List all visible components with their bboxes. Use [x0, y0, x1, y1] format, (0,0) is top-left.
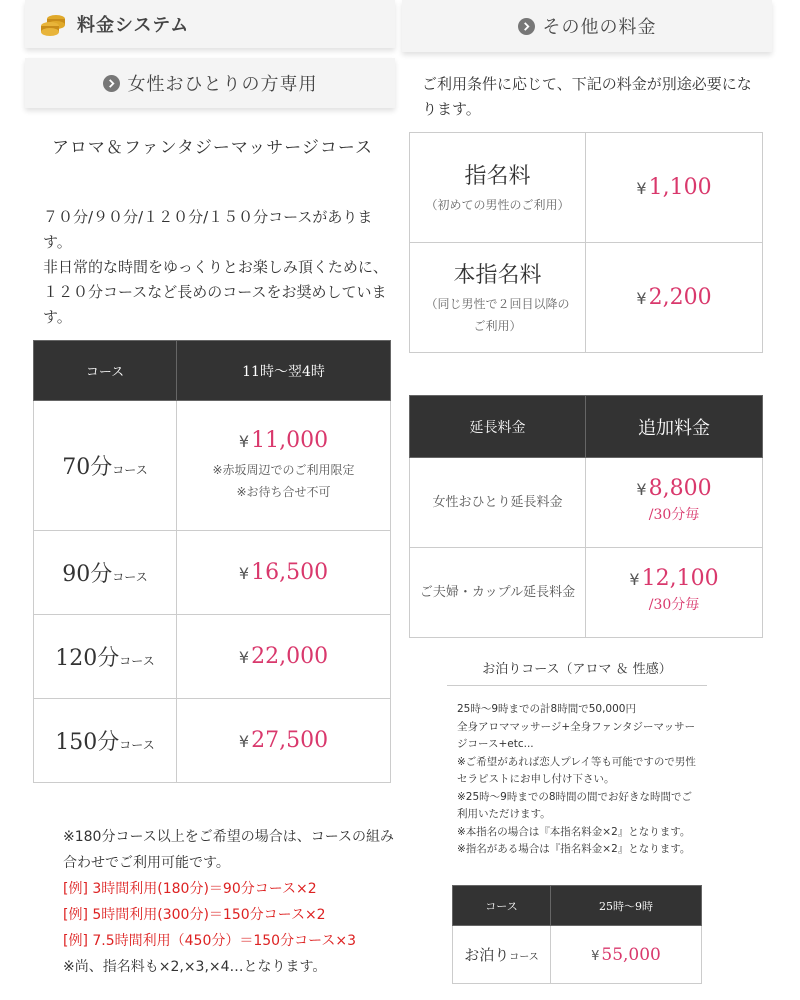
duration-unit: コース	[119, 738, 155, 752]
fee-label: 指名料	[464, 163, 531, 189]
col-header-hours: 11時〜翌4時	[177, 341, 391, 401]
overnight-course-price	[551, 926, 702, 984]
section-title: その他の料金	[542, 17, 657, 38]
duration-unit: コース	[112, 570, 148, 584]
duration-value: 120分	[55, 646, 120, 671]
overnight-line: 25時〜9時までの計8時間で50,000円	[457, 703, 636, 715]
overnight-course-label	[453, 926, 551, 984]
fee-price	[586, 133, 763, 243]
duration-value: 70分	[62, 455, 113, 480]
intro-text: ご利用条件に応じて、下記の料金が別途必要になります。	[422, 75, 752, 118]
extension-price	[586, 548, 763, 638]
overnight-price-table	[452, 885, 702, 984]
course-duration	[34, 531, 177, 615]
price-note: ※お待ち合せ不可	[236, 485, 331, 499]
col-header-extension: 延長料金	[410, 396, 586, 458]
course-title: アロマ＆ファンタジーマッサージコース	[51, 138, 374, 158]
price-value: 1,100	[648, 175, 712, 200]
currency-symbol: ¥	[238, 732, 250, 751]
overnight-line: ※25時〜9時までの8時間の間でお好きな時間でご利用いただけます。	[457, 790, 693, 820]
overnight-course	[447, 646, 707, 859]
footnote-example: [例] 3時間利用(180分)＝90分コース×2	[63, 881, 317, 897]
fee-price	[586, 243, 763, 353]
course-unit: コース	[509, 952, 539, 963]
currency-symbol: ¥	[636, 480, 647, 499]
extension-fee-table	[409, 395, 763, 638]
fee-note: （同じ男性で２回目以降のご利用）	[425, 296, 570, 333]
price-note: ※赤坂周辺でのご利用限定	[212, 463, 355, 477]
course-duration	[34, 615, 177, 699]
table-header-row	[34, 341, 391, 401]
overnight-line: ※本指名の場合は『本指名料金×2』となります。	[457, 825, 691, 838]
section-title: 女性おひとりの方専用	[127, 74, 318, 95]
fee-note: （初めての男性のご利用）	[425, 197, 570, 212]
overnight-title: お泊りコース（アロマ ＆ 性感）	[447, 646, 707, 686]
table-row	[410, 243, 763, 353]
table-row	[453, 926, 702, 984]
table-row	[34, 699, 391, 783]
extension-label: 女性おひとり延長料金	[410, 458, 586, 548]
course-price	[177, 401, 391, 531]
course-price-table	[33, 340, 391, 783]
table-header-row	[453, 886, 702, 926]
overnight-line: ※指名がある場合は『指名料金×2』となります。	[457, 843, 691, 855]
per-unit: /30分毎	[648, 597, 700, 613]
section-title-bar	[25, 58, 395, 108]
course-price	[177, 615, 391, 699]
price-value: 11,000	[251, 428, 329, 453]
duration-value: 90分	[62, 562, 113, 587]
price-value: 16,500	[251, 560, 329, 585]
fee-label-cell	[410, 133, 586, 243]
section-title-bar	[402, 0, 772, 52]
col-header-hours: 25時〜9時	[551, 886, 702, 926]
table-row	[34, 615, 391, 699]
overnight-line: ※ご希望があれば恋人プレイ等も可能ですので男性セラピストにお申し付け下さい。	[457, 755, 696, 785]
overnight-line: 全身アロママッサージ+全身ファンタジーマッサージコース+etc...	[457, 720, 696, 750]
currency-symbol: ¥	[238, 432, 250, 451]
currency-symbol: ¥	[238, 564, 250, 583]
price-value: 55,000	[601, 944, 661, 965]
nomination-fee-table	[409, 132, 763, 353]
course-price	[177, 699, 391, 783]
table-row	[410, 458, 763, 548]
fee-label: 本指名料	[453, 262, 542, 288]
extension-label: ご夫婦・カップル延長料金	[410, 548, 586, 638]
price-value: 27,500	[251, 728, 329, 753]
footnote-example: [例] 7.5時間利用（450分）＝150分コース×3	[63, 933, 357, 949]
extension-price	[586, 458, 763, 548]
col-header-course: コース	[34, 341, 177, 401]
course-desc-line: ７０分/９０分/１２０分/１５０分コースがあります。	[43, 208, 373, 251]
currency-symbol: ¥	[238, 648, 250, 667]
circle-arrow-right-icon	[103, 75, 120, 92]
table-row	[34, 531, 391, 615]
currency-symbol: ¥	[629, 570, 640, 589]
circle-arrow-right-icon	[518, 18, 535, 35]
currency-symbol: ¥	[636, 179, 647, 198]
currency-symbol: ¥	[591, 948, 600, 964]
price-value: 22,000	[251, 644, 329, 669]
table-header-row	[410, 396, 763, 458]
duration-value: 150分	[55, 730, 120, 755]
price-value: 12,100	[641, 566, 719, 591]
footnote: ※尚、指名料も×2,×3,×4…となります。	[63, 959, 327, 975]
price-value: 8,800	[648, 476, 712, 501]
col-header-additional: 追加料金	[586, 396, 763, 458]
course-price	[177, 531, 391, 615]
table-row	[410, 548, 763, 638]
duration-unit: コース	[112, 463, 148, 477]
footnotes	[63, 824, 403, 980]
overnight-body	[447, 686, 707, 859]
course-duration	[34, 699, 177, 783]
currency-symbol: ¥	[636, 289, 647, 308]
course-desc-line: 非日常的な時間をゆっくりとお楽しみ頂くために、１２０分コースなど長めのコースをお奨めしています。	[43, 258, 388, 326]
price-value: 2,200	[648, 285, 712, 310]
footnote-example: [例] 5時間利用(300分)＝150分コース×2	[63, 907, 326, 923]
main-title-bar	[25, 0, 395, 48]
col-header-course: コース	[453, 886, 551, 926]
fee-label-cell	[410, 243, 586, 353]
duration-unit: コース	[119, 654, 155, 668]
footnote: ※180分コース以上をご希望の場合は、コースの組み合わせでご利用可能です。	[63, 829, 395, 871]
main-title: 料金システム	[77, 15, 190, 36]
table-row	[34, 401, 391, 531]
course-duration	[34, 401, 177, 531]
course-label: お泊り	[464, 946, 510, 964]
coins-icon	[39, 10, 67, 38]
table-row	[410, 133, 763, 243]
course-description	[43, 205, 388, 330]
per-unit: /30分毎	[648, 507, 700, 523]
